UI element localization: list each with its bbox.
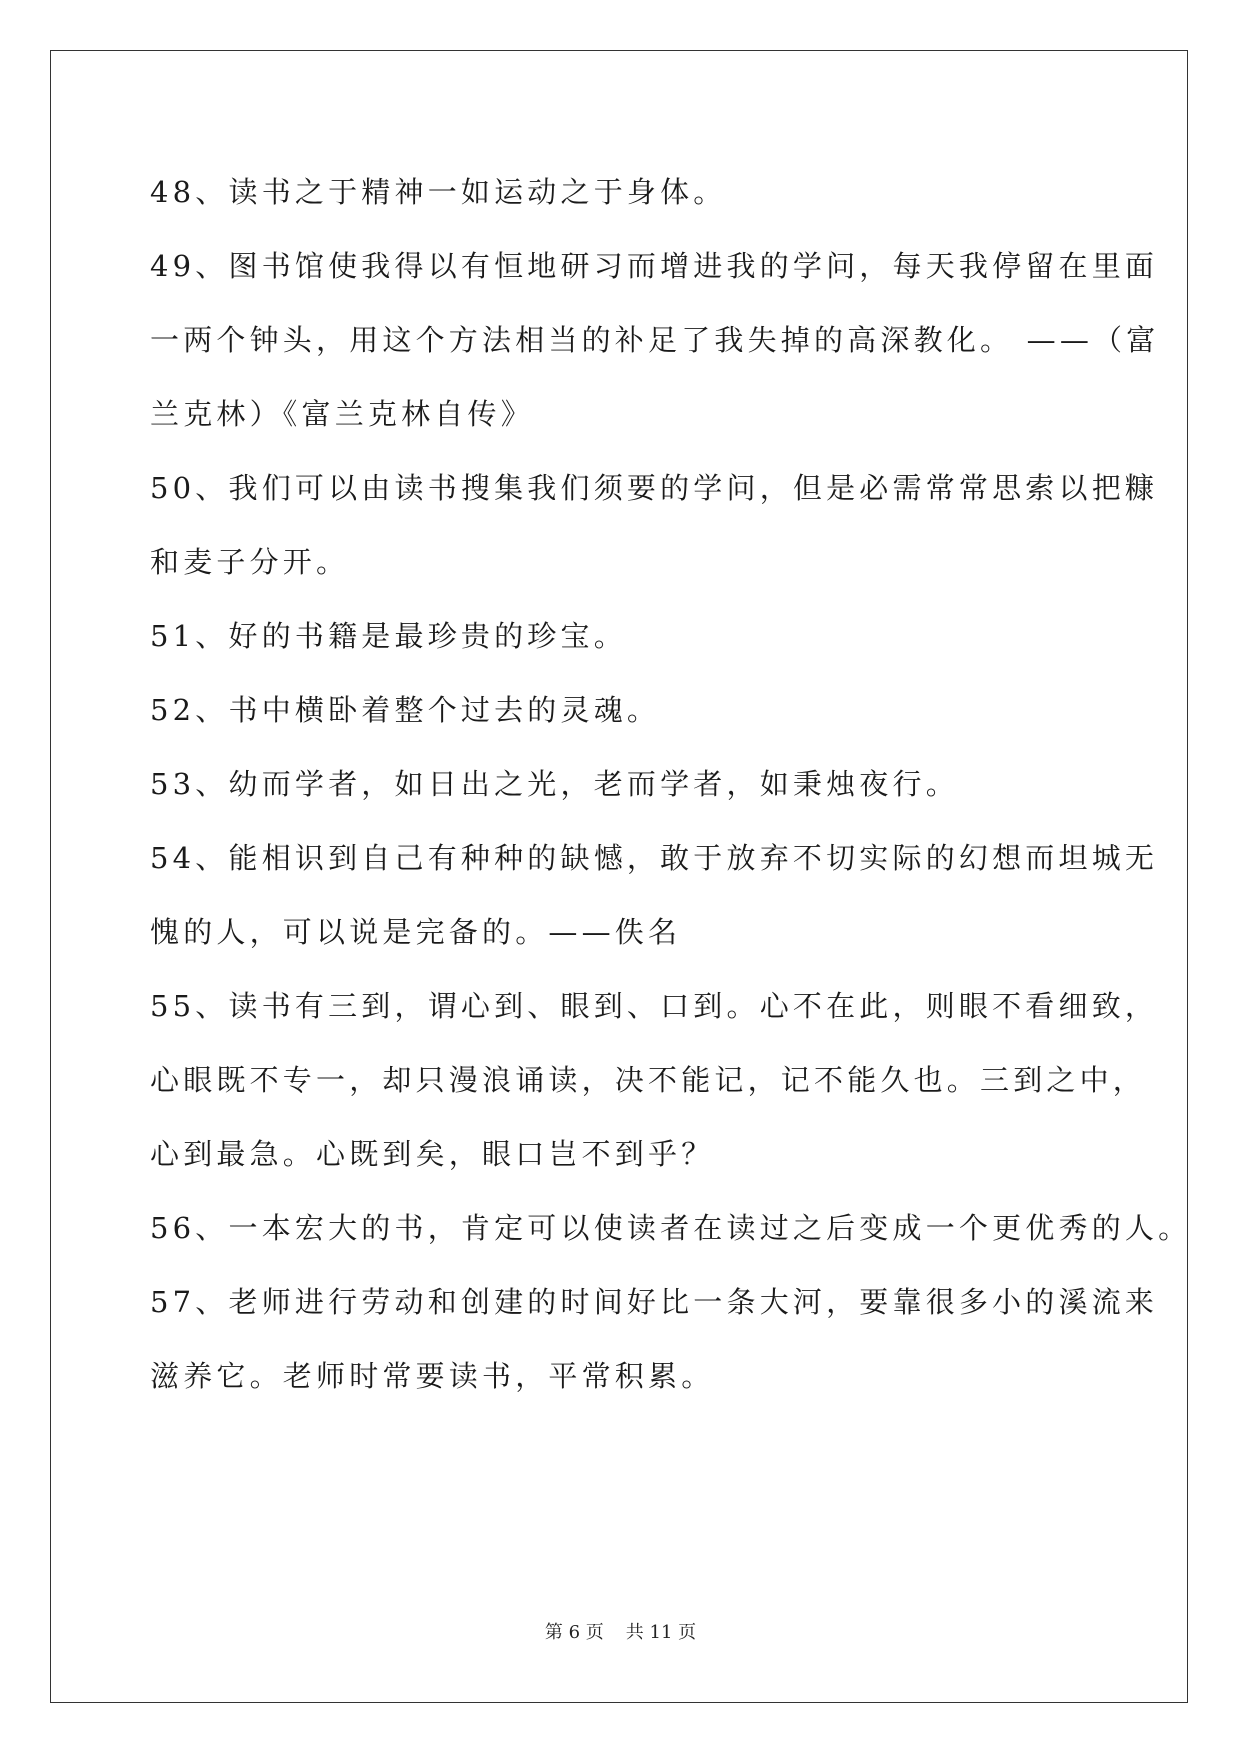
text-line: 兰克林）《富兰克林自传》 <box>150 397 534 431</box>
text-line: 50、我们可以由读书搜集我们须要的学问，但是必需常常思索以把糠 <box>150 471 1159 505</box>
text-line: 51、好的书籍是最珍贵的珍宝。 <box>150 619 627 653</box>
page-footer <box>0 1618 1241 1644</box>
text-line: 滋养它。老师时常要读书，平常积累。 <box>150 1359 715 1393</box>
text-line: 一两个钟头，用这个方法相当的补足了我失掉的高深教化。 ——（富 <box>150 323 1160 357</box>
text-line: 心到最急。心既到矣，眼口岂不到乎？ <box>150 1137 715 1171</box>
document-body <box>150 155 1192 1413</box>
text-line: 55、读书有三到，谓心到、眼到、口到。心不在此，则眼不看细致， <box>150 989 1159 1023</box>
page-total: 共 11 页 <box>625 1622 697 1643</box>
text-line: 49、图书馆使我得以有恒地研习而增进我的学问，每天我停留在里面 <box>150 249 1159 283</box>
text-line: 心眼既不专一，却只漫浪诵读，决不能记，记不能久也。三到之中， <box>150 1063 1147 1097</box>
text-line: 56、一本宏大的书，肯定可以使读者在读过之后变成一个更优秀的人。 <box>150 1211 1192 1245</box>
text-line: 48、读书之于精神一如运动之于身体。 <box>150 175 727 209</box>
page-number: 第 6 页 <box>544 1622 604 1643</box>
text-line: 54、能相识到自己有种种的缺憾，敢于放弃不切实际的幻想而坦城无 <box>150 841 1159 875</box>
text-line: 57、老师进行劳动和创建的时间好比一条大河，要靠很多小的溪流来 <box>150 1285 1159 1319</box>
text-line: 和麦子分开。 <box>150 545 350 579</box>
text-line: 52、书中横卧着整个过去的灵魂。 <box>150 693 661 727</box>
text-line: 愧的人，可以说是完备的。——佚名 <box>150 915 682 949</box>
text-line: 53、幼而学者，如日出之光，老而学者，如秉烛夜行。 <box>150 767 959 801</box>
